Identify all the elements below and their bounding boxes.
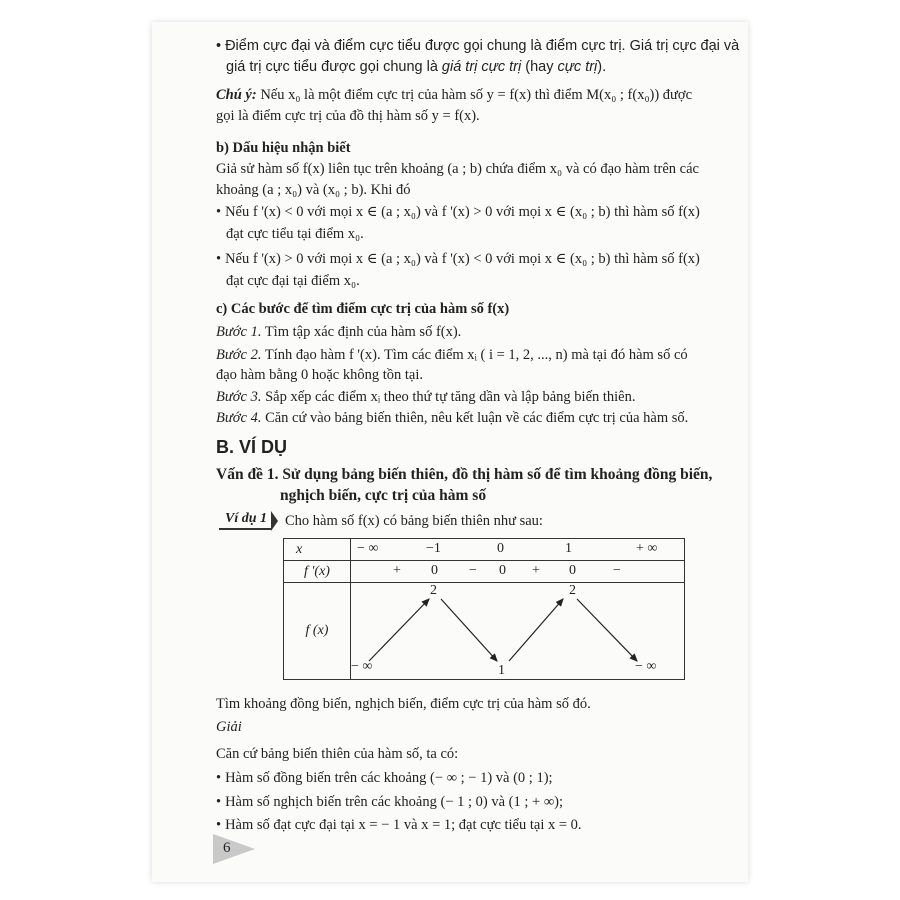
section-c-heading: c) Các bước để tìm điểm cực trị của hàm số f(x) [216, 301, 510, 317]
solution-label: Giải [216, 719, 242, 735]
bullet-icon [216, 38, 225, 54]
variation-table [283, 538, 685, 680]
example-label: Ví dụ 1 [219, 511, 271, 530]
note-line2: gọi là điểm cực trị của đồ thị hàm số y = f(x). [216, 108, 480, 124]
section-b-bullet2-line2: đạt cực đại tại điểm x₀. [226, 273, 360, 289]
step-3: Bước 3. Sắp xếp các điểm xᵢ theo thứ tự tăng dần và lập bảng biến thiên. [216, 389, 636, 405]
section-b-heading: b) Dấu hiệu nhận biết [216, 140, 351, 156]
van-de-line1: Vấn đề 1. Sử dụng bảng biến thiên, đồ thị hàm số để tìm khoảng đồng biến, [216, 466, 713, 483]
zero: 0 [431, 563, 438, 578]
step-2-cont: đạo hàm bằng 0 hoặc không tồn tại. [216, 367, 423, 383]
f-value: 2 [569, 583, 576, 598]
bullet-icon [216, 204, 225, 220]
x-value: − ∞ [357, 541, 379, 556]
bullet-icon [216, 794, 225, 810]
example-text: Cho hàm số f(x) có bảng biến thiên như sau: [285, 513, 543, 529]
page-number: 6 [213, 834, 261, 864]
x-value: 0 [497, 541, 504, 556]
section-b-bullet1-line1: • Nếu f '(x) < 0 với mọi x ∈ (a ; x₀) và f '(x) > 0 với mọi x ∈ (x₀ ; b) thì hàm số f(x) [216, 203, 700, 221]
bullet-icon [216, 770, 225, 786]
row-fprime-label: f '(x) [284, 561, 351, 583]
row-x-label: x [284, 539, 351, 561]
section-b-para-line2: khoảng (a ; x₀) và (x₀ ; b). Khi đó [216, 182, 411, 198]
bullet-icon [216, 251, 225, 267]
note-line1: Chú ý: Nếu x₀ là một điểm cực trị của hàm số y = f(x) thì điểm M(x₀ ; f(x₀)) được [216, 87, 693, 103]
sign: − [469, 563, 477, 578]
row-x-values [351, 539, 685, 561]
section-b-bullet2-line1: • Nếu f '(x) > 0 với mọi x ∈ (a ; x₀) và f '(x) < 0 với mọi x ∈ (x₀ ; b) thì hàm số f(x) [216, 250, 700, 268]
section-b-para-line1: Giả sử hàm số f(x) liên tục trên khoảng (a ; b) chứa điểm x₀ và có đạo hàm trên các [216, 161, 699, 177]
question: Tìm khoảng đồng biến, nghịch biến, điểm cực trị của hàm số đó. [216, 696, 591, 712]
intro-bullet-line1: • Điểm cực đại và điểm cực tiểu được gọi chung là điểm cực trị. Giá trị cực đại và [216, 37, 739, 55]
zero: 0 [569, 563, 576, 578]
row-x [284, 539, 685, 561]
x-value: + ∞ [636, 541, 658, 556]
row-f-label: f (x) [284, 583, 351, 680]
solution-bullet-1: • Hàm số đồng biến trên các khoảng (− ∞ ; − 1) và (0 ; 1); [216, 769, 553, 787]
section-b-bullet1-line2: đạt cực tiểu tại điểm x₀. [226, 226, 364, 242]
solution-bullet-2: • Hàm số nghịch biến trên các khoảng (− 1 ; 0) và (1 ; + ∞); [216, 793, 563, 811]
solution-intro: Căn cứ bảng biến thiên của hàm số, ta có: [216, 746, 459, 762]
sign: + [393, 563, 401, 578]
row-fprime [284, 561, 685, 583]
page-number-arrow-icon [213, 834, 255, 864]
step-1: Bước 1. Tìm tập xác định của hàm số f(x). [216, 324, 462, 340]
part-b-heading: B. VÍ DỤ [216, 437, 288, 457]
step-2: Bước 2. Tính đạo hàm f '(x). Tìm các điểm xᵢ ( i = 1, 2, ..., n) mà tại đó hàm số có [216, 347, 688, 363]
arrow-up-1 [369, 599, 429, 661]
row-f-values [351, 583, 685, 680]
f-value: − ∞ [635, 659, 657, 674]
arrow-down-1 [441, 599, 497, 661]
sign: − [613, 563, 621, 578]
intro-bullet-line2: giá trị cực tiểu được gọi chung là giá trị cực trị (hay cực trị). [226, 59, 607, 75]
f-value: 2 [430, 583, 437, 598]
arrow-down-2 [577, 599, 637, 661]
bullet-icon [216, 817, 225, 833]
solution-bullet-3: • Hàm số đạt cực đại tại x = − 1 và x = 1; đạt cực tiểu tại x = 0. [216, 816, 582, 834]
sign: + [532, 563, 540, 578]
f-value: 1 [498, 663, 505, 678]
f-value: − ∞ [351, 659, 373, 674]
arrow-up-2 [509, 599, 563, 661]
van-de-line2: nghịch biến, cực trị của hàm số [280, 487, 487, 504]
x-value: 1 [565, 541, 572, 556]
row-fprime-values [351, 561, 685, 583]
row-f [284, 583, 685, 680]
x-value: −1 [426, 541, 441, 556]
step-4: Bước 4. Căn cứ vào bảng biến thiên, nêu kết luận về các điểm cực trị của hàm số. [216, 410, 689, 426]
zero: 0 [499, 563, 506, 578]
